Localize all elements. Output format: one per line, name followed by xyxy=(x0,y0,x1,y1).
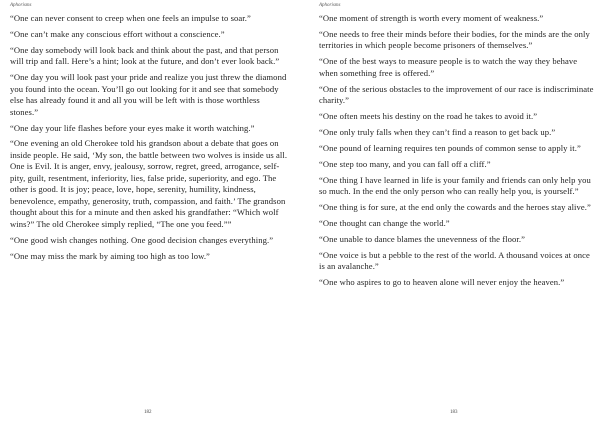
quote: “One day somebody will look back and think about the past, and that person will trip and fall. Here’s a hint; look at the future, and don’t ever look back.” xyxy=(10,44,280,67)
quote: “One evening an old Cherokee told his grandson about a debate that goes on inside people. He said, ‘My son, the battle between two wolves is inside us all. One is Evil. It is anger, envy, jealousy, sorrow, regret, greed, arrogance, self-pity, guilt, resentment, inferiority, lies, false pride, superiority, and ego. The other is good. It is joy; peace, love, hope, serenity, humility, kindness, benevolence, empathy, generosity, truth, compassion, and faith.’ The grandson thought about this for a minute and then asked his grandfather: “Which wolf wins?” The old Cherokee simply replied, “The one you feed.”” xyxy=(10,138,288,229)
quote: “One unable to dance blames the unevenness of the floor.” xyxy=(319,233,525,244)
quote: “One can never consent to creep when one feels an impulse to soar.” xyxy=(10,13,251,23)
quote: “One of the serious obstacles to the improvement of our race is indiscriminate charity.” xyxy=(319,83,594,106)
quote: “One may miss the mark by aiming too high as too low.” xyxy=(10,250,210,261)
quote: “One needs to free their minds before their bodies, for the minds are the only territories in which people become prisoners of themselves.” xyxy=(319,28,590,51)
right-page xyxy=(300,0,600,424)
page-number: 182 xyxy=(144,410,152,415)
running-head: Aphorisms xyxy=(10,3,32,8)
quote: “One day your life flashes before your eyes make it worth watching.” xyxy=(10,122,255,133)
quote: “One voice is but a pebble to the rest of the world. A thousand voices at once is an avalanche.” xyxy=(319,249,590,272)
quote: “One pound of learning requires ten pounds of common sense to apply it.” xyxy=(319,142,581,153)
quote: “One thought can change the world.” xyxy=(319,217,450,228)
quote: “One can’t make any conscious effort without a conscience.” xyxy=(10,28,225,39)
running-head: Aphorisms xyxy=(319,3,341,8)
quote: “One often meets his destiny on the road he takes to avoid it.” xyxy=(319,111,538,122)
quote: “One good wish changes nothing. One good decision changes everything.” xyxy=(10,234,274,245)
quote-list xyxy=(10,13,288,267)
quote: “One only truly falls when they can’t find a reason to get back up.” xyxy=(319,126,556,137)
quote: “One moment of strength is worth every moment of weakness.” xyxy=(319,13,544,23)
page-number: 183 xyxy=(450,410,458,415)
quote-list xyxy=(319,13,597,293)
quote: “One day you will look past your pride and realize you just threw the diamond you found into the ocean. You’ll go out looking for it and see that somebody else has already found it and all you will be left with is those worthless stones.” xyxy=(10,72,287,117)
quote: “One of the best ways to measure people is to watch the way they behave when something free is offered.” xyxy=(319,56,578,78)
quote: “One step too many, and you can fall off a cliff.” xyxy=(319,158,491,169)
quote: “One thing is for sure, at the end only the cowards and the heroes stay alive.” xyxy=(319,202,591,213)
quote: “One who aspires to go to heaven alone will never enjoy the heaven.” xyxy=(319,277,565,288)
quote: “One thing I have learned in life is your family and friends can only help you so much. In the end the only person who can really help you, is yourself.” xyxy=(319,174,591,197)
